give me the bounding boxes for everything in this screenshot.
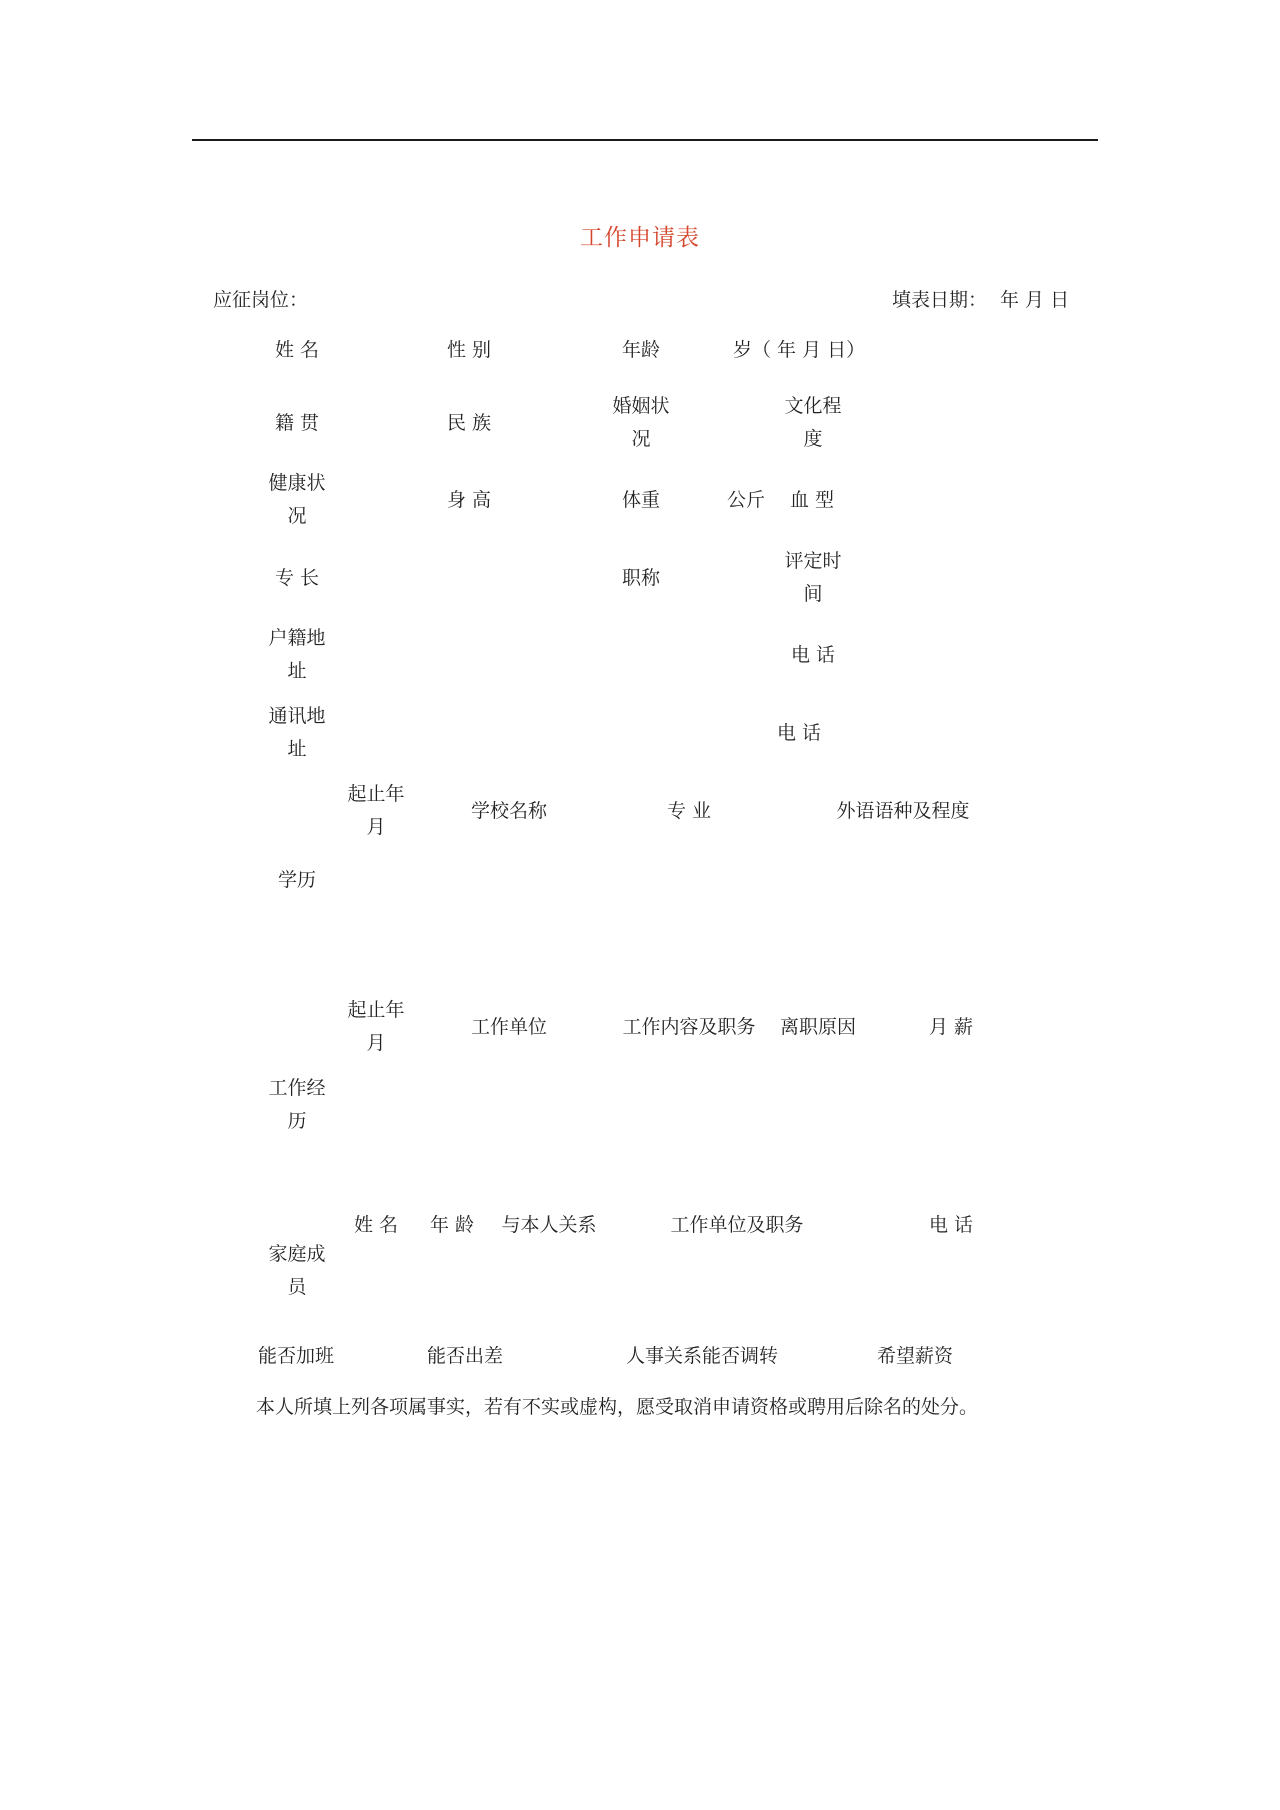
leave-reason-label: 离职原因 (779, 1016, 857, 1038)
family-section-label-line2: 员 (287, 1276, 307, 1298)
kg-label: 公斤 (727, 489, 766, 511)
age-label: 年龄 (621, 339, 661, 361)
transfer-label: 人事关系能否调转 (626, 1345, 779, 1367)
declaration-text: 本人所填上列各项属事实，若有不实或虚构，愿受取消申请资格或聘用后除名的处分。 (256, 1396, 979, 1418)
native-place-label: 籍 贯 (274, 412, 320, 434)
work-period-label-line1: 起止年 (347, 999, 405, 1021)
education-level-label-line2: 度 (803, 428, 823, 450)
name-label: 姓 名 (274, 339, 320, 361)
family-age-label: 年 龄 (429, 1214, 475, 1236)
date-units: 年 月 日 (1000, 289, 1070, 311)
contact-address-label-line2: 址 (287, 738, 307, 760)
eval-time-label-line2: 间 (803, 583, 823, 605)
education-level-label-line1: 文化程 (784, 395, 842, 417)
phone-label-2: 电 话 (776, 722, 822, 744)
work-period-label-line2: 月 (366, 1032, 386, 1054)
title-rank-label: 职称 (621, 567, 661, 589)
family-employer-label: 工作单位及职务 (670, 1214, 804, 1236)
family-phone-label: 电 话 (928, 1214, 974, 1236)
foreign-language-label: 外语语种及程度 (836, 800, 970, 822)
family-section-label-line1: 家庭成 (268, 1243, 326, 1265)
eval-time-label-line1: 评定时 (784, 550, 842, 572)
gender-label: 性 别 (446, 339, 492, 361)
work-section-label-line1: 工作经 (268, 1077, 326, 1099)
expected-salary-label: 希望薪资 (877, 1345, 954, 1367)
height-label: 身 高 (446, 489, 492, 511)
health-label-line1: 健康状 (268, 472, 326, 494)
work-section-label-line2: 历 (287, 1110, 307, 1132)
date-label: 填表日期： (892, 289, 988, 311)
contact-address-label-line1: 通讯地 (268, 705, 326, 727)
marital-label-line2: 况 (631, 428, 651, 450)
edu-period-label-line1: 起止年 (347, 783, 405, 805)
household-address-label-line1: 户籍地 (268, 627, 326, 649)
major-label: 专 业 (666, 800, 712, 822)
travel-label: 能否出差 (427, 1345, 504, 1367)
weight-label: 体重 (621, 489, 661, 511)
form-title: 工作申请表 (580, 225, 700, 251)
ethnicity-label: 民 族 (446, 412, 492, 434)
employer-label: 工作单位 (470, 1016, 548, 1038)
duties-label: 工作内容及职务 (622, 1016, 756, 1038)
age-birth-label: 岁（ 年 月 日） (733, 339, 866, 361)
relation-label: 与本人关系 (501, 1214, 597, 1236)
overtime-label: 能否加班 (258, 1345, 335, 1367)
health-label-line2: 况 (287, 505, 307, 527)
blood-type-label: 血 型 (790, 489, 835, 511)
monthly-salary-label: 月 薪 (928, 1016, 974, 1038)
position-label: 应征岗位： (213, 289, 309, 311)
edu-period-label-line2: 月 (366, 816, 386, 838)
header-rule (192, 139, 1098, 141)
household-address-label-line2: 址 (287, 660, 307, 682)
family-name-label: 姓 名 (353, 1214, 399, 1236)
specialty-label: 专 长 (274, 567, 320, 589)
phone-label-1: 电 话 (790, 644, 836, 666)
education-section-label: 学历 (277, 869, 317, 891)
school-name-label: 学校名称 (470, 800, 548, 822)
marital-label-line1: 婚姻状 (612, 395, 670, 417)
